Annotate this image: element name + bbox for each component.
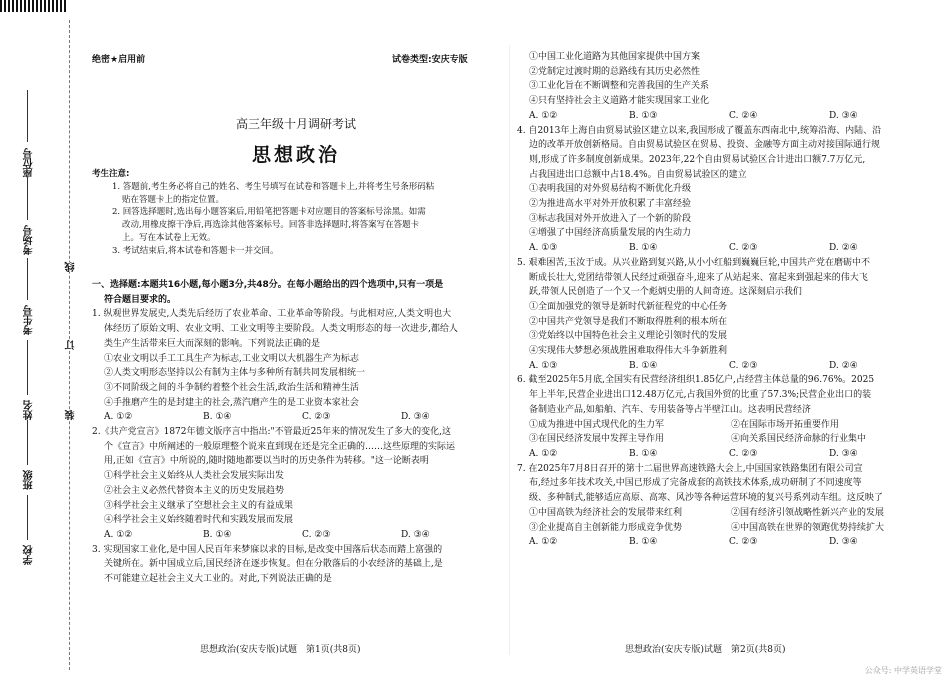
- question-3-option: ③工业化旨在不断调整和完善我国的生产关系: [529, 81, 710, 92]
- footer-page-2: 思想政治(安庆专版)试题 第2页(共8页): [625, 645, 786, 655]
- question-7-options-row2: [517, 521, 929, 536]
- question-4-option: ②为推进高水平对外开放积累了丰富经验: [529, 199, 692, 210]
- left-column: [92, 278, 500, 587]
- watermark: 公众号: 中学英语学堂: [864, 666, 942, 675]
- answer-choice: A. ①③: [529, 243, 558, 254]
- question-4-option: ①表明我国的对外贸易结构不断优化升级: [529, 184, 692, 195]
- question-4-answers: [517, 241, 929, 256]
- answer-choice: C. ②③: [302, 529, 331, 540]
- answer-choice: C. ②③: [729, 243, 758, 254]
- name-line: [27, 340, 28, 395]
- school-line: [27, 495, 28, 540]
- question-5-line: 5. 艰难困苦,玉汝于成。从兴业路到复兴路,从小小红船到巍巍巨轮,中国共产党在磨砺中不: [517, 257, 871, 268]
- question-7-option: ③企业提高自主创新能力形成竞争优势: [529, 522, 683, 533]
- question-3-answers: [517, 109, 929, 124]
- seat-number-line: [27, 90, 28, 142]
- note-line: 贴在答题卡上的指定位置。: [122, 194, 225, 205]
- question-6-answers: [517, 447, 929, 462]
- class-label: 班级: [24, 470, 35, 490]
- question-1-option: ③不同阶级之间的斗争制约着整个社会生活,政治生活和精神生活: [104, 382, 359, 393]
- question-6-options-row1: [517, 418, 929, 433]
- exam-notes: [92, 168, 500, 258]
- question-3-option: ①中国工业化道路为其他国家提供中国方案: [529, 52, 701, 62]
- question-5-option: ④实现伟大梦想必须战胜困难取得伟大斗争新胜利: [529, 346, 728, 357]
- question-1-answers: [92, 410, 500, 425]
- seat-number-label: 座位号: [24, 148, 35, 178]
- question-4-line: 边的改革开放创新格局。自由贸易试验区在贸易、投资、金融等方面主动对接国际通行规: [529, 140, 881, 151]
- answer-choice: B. ①③: [629, 110, 658, 121]
- question-4-line: 占我国进出口总额中占18.4%。自由贸易试验区的建立: [529, 169, 747, 180]
- question-2-option: ④科学社会主义始终随着时代和实践发展而发展: [104, 515, 294, 526]
- answer-choice: B. ①④: [629, 448, 658, 459]
- answer-choice: A. ①②: [529, 537, 558, 548]
- question-1-line: 类生产生活带来巨大而深刻的影响。下列说法正确的是: [104, 338, 321, 349]
- school-label: 学校: [24, 545, 35, 565]
- question-3-line: 3. 实现国家工业化,是中国人民百年来梦寐以求的目标,是改变中国落后状态而踏上富强的: [92, 544, 443, 555]
- note-line: 1. 答题前,考生务必将自己的姓名、考生号填写在试卷和答题卡上,并将考生号条形码粘: [112, 181, 435, 192]
- answer-choice: B. ①④: [203, 529, 232, 540]
- question-2-option: ③科学社会主义继承了空想社会主义的有益成果: [104, 500, 294, 511]
- question-2-line: 个《宣言》中所阐述的一般原理整个说来直到现在还是完全正确的……这些原理的实际运: [104, 441, 456, 452]
- answer-choice: A. ①②: [529, 110, 558, 121]
- note-line: 上。写在本试卷上无效。: [122, 232, 216, 243]
- answer-choice: D. ③④: [401, 412, 430, 423]
- answer-choice: B. ①④: [629, 243, 658, 254]
- column-divider: [509, 45, 510, 655]
- exam-room-line: [27, 178, 28, 220]
- question-6-options-row2: [517, 432, 929, 447]
- cut-char-load: 装: [66, 410, 77, 420]
- question-3-option: ②党制定过渡时期的总路线有其历史必然性: [529, 66, 701, 77]
- question-3-line: 关键所在。新中国成立后,国民经济在逐步恢复。但在分散落后的小农经济的基础上,是: [104, 559, 443, 570]
- answer-choice: B. ①④: [629, 360, 658, 371]
- section-heading: 一、选择题:本题共16小题,每小题3分,共48分。在每小题给出的四个选项中,只有一项是: [92, 280, 444, 290]
- question-1-line: 体经历了原始文明、农业文明、工业文明等主要阶段。人类文明形态的每一次进步,都给人: [104, 324, 458, 335]
- answer-choice: D. ③④: [829, 110, 858, 121]
- student-number-line: [27, 258, 28, 300]
- question-2-line: 2.《共产党宣言》1872年德文版序言中指出:"不管最近25年来的情况发生了多大的变化,这: [92, 427, 451, 438]
- note-line: 2. 回答选择题时,选出每小题答案后,用铅笔把答题卡对应题目的答案标号涂黑。如需: [112, 207, 426, 218]
- answer-choice: C. ②③: [729, 448, 758, 459]
- question-5-answers: [517, 359, 929, 374]
- exam-room-label: 考场号: [24, 225, 35, 255]
- question-3-line: 不可能建立起社会主义大工业的。对此,下列说法正确的是: [104, 574, 332, 585]
- question-5-line: 跃,带领人民创造了一个又一个彪炳史册的人间奇迹。这深刻启示我们: [529, 287, 802, 298]
- answer-choice: A. ①②: [104, 529, 133, 540]
- question-6-line: 年上半年,民营企业进出口12.48万亿元,占我国外贸的比重了57.3%;民营企业出口的装: [529, 390, 872, 401]
- answer-choice: B. ①④: [203, 412, 232, 423]
- name-label: 姓名: [24, 400, 35, 420]
- question-2-line: 用,正如《宣言》中所说的,随时随地都要以当时的历史条件为转移。"这一论断表明: [104, 456, 429, 467]
- question-4-option: ③标志我国对外开放进入了一个新的阶段: [529, 213, 692, 224]
- paper-type: 试卷类型:安庆专版: [392, 55, 468, 65]
- answer-choice: D. ③④: [401, 529, 430, 540]
- note-line: 3. 考试结束后,将本试卷和答题卡一并交回。: [112, 245, 279, 256]
- section-heading-cont: 符合题目要求的。: [104, 294, 177, 305]
- question-1-option: ②人类文明形态坚持以公有制为主体与多种所有制共同发展相统一: [104, 368, 366, 379]
- question-4-line: 4. 自2013年上海自由贸易试验区建立以来,我国形成了覆盖东西南北中,统筹沿海、内陆、沿: [517, 125, 882, 136]
- confidential-mark: 绝密★启用前: [92, 55, 146, 65]
- question-7-line: 7. 在2025年7月8日召开的第十二届世界高速铁路大会上,中国国家铁路集团有限公司宣: [517, 463, 863, 474]
- class-line: [27, 420, 28, 465]
- footer-page-1: 思想政治(安庆专版)试题 第1页(共8页): [200, 645, 361, 655]
- answer-choice: D. ②④: [829, 243, 858, 254]
- question-7-option: ④中国高铁在世界的领跑优势持续扩大: [730, 522, 884, 533]
- binding-stripes: [0, 0, 78, 12]
- question-1-option: ④手推磨产生的是封建主的社会,蒸汽磨产生的是工业资本家社会: [104, 397, 359, 408]
- question-6-option: ④向关系国民经济命脉的行业集中: [730, 434, 866, 445]
- question-1-option: ①农业文明以手工工具生产为标志,工业文明以大机器生产为标志: [104, 353, 359, 364]
- answer-choice: D. ②④: [829, 360, 858, 371]
- question-7-option: ②国有经济引领战略性新兴产业的发展: [730, 507, 884, 518]
- question-7-option: ①中国高铁为经济社会的发展带来红利: [529, 507, 683, 518]
- question-5-option: ③党始终以中国特色社会主义理论引领时代的发展: [529, 331, 728, 342]
- question-3-option: ④只有坚持社会主义道路才能实现国家工业化: [529, 96, 710, 107]
- question-2-option: ②社会主义必然代替资本主义的历史发展趋势: [104, 485, 285, 496]
- answer-choice: B. ①④: [629, 537, 658, 548]
- answer-choice: C. ②③: [729, 360, 758, 371]
- question-7-line: 布,经过多年技术攻关,中国已形成了完备成套的高铁技术体系,成功研制了不同速度等: [529, 478, 862, 489]
- question-6-option: ①成为推进中国式现代化的生力军: [529, 419, 665, 430]
- right-column: [517, 50, 929, 550]
- cut-char-line: 线: [66, 262, 77, 272]
- question-6-option: ③在国民经济发展中发挥主导作用: [529, 434, 665, 445]
- question-1-line: 1. 纵观世界发展史,人类先后经历了农业革命、工业革命等阶段。与此相对应,人类文明也大: [92, 309, 452, 320]
- cut-char-bind: 订: [66, 340, 77, 350]
- question-4-line: 则,形成了许多制度创新成果。2023年,22个自由贸易试验区合计进出口额7.7万亿元,: [529, 154, 866, 165]
- question-6-line: 备制造业产品,如船舶、汽车、专用装备等占半壁江山。这表明民营经济: [529, 404, 811, 415]
- subject-title: 思想政治: [251, 144, 340, 166]
- question-2-option: ①科学社会主义始终从人类社会发展实际出发: [104, 471, 285, 482]
- question-5-option: ①全面加强党的领导是新时代新征程党的中心任务: [529, 301, 728, 312]
- answer-choice: A. ①③: [529, 360, 558, 371]
- question-5-option: ②中国共产党领导是我们不断取得胜利的根本所在: [529, 316, 728, 327]
- question-5-line: 断成长壮大,党团结带领人民经过顽强奋斗,迎来了从站起来、富起来到强起来的伟大飞: [529, 272, 868, 283]
- notes-heading: 考生注意:: [92, 169, 130, 179]
- question-7-answers: [517, 535, 929, 550]
- binding-margin: [0, 0, 78, 688]
- question-2-answers: [92, 528, 500, 543]
- student-number-label: 考生号: [24, 305, 35, 335]
- answer-choice: A. ①②: [104, 412, 133, 423]
- question-6-option: ②在国际市场开拓重要作用: [730, 419, 839, 430]
- answer-choice: D. ③④: [829, 537, 858, 548]
- exam-title: 高三年级十月调研考试: [235, 117, 356, 131]
- question-6-line: 6. 截至2025年5月底,全国实有民营经济组织1.85亿户,占经营主体总量的96.76%。2025: [517, 375, 875, 386]
- note-line: 改动,用橡皮擦干净后,再选涂其他答案标号。回答非选择题时,将答案写在答题卡: [122, 220, 420, 231]
- answer-choice: A. ①②: [529, 448, 558, 459]
- question-4-option: ④增强了中国经济高质量发展的内生动力: [529, 228, 692, 239]
- question-7-line: 级、多种制式,能够适应高原、高寒、风沙等各种运营环境的复兴号系列动车组。这反映了: [529, 493, 883, 504]
- answer-choice: C. ②③: [302, 412, 331, 423]
- question-7-options-row1: [517, 506, 929, 521]
- answer-choice: C. ②④: [729, 110, 758, 121]
- answer-choice: D. ③④: [829, 448, 858, 459]
- answer-choice: C. ②③: [729, 537, 758, 548]
